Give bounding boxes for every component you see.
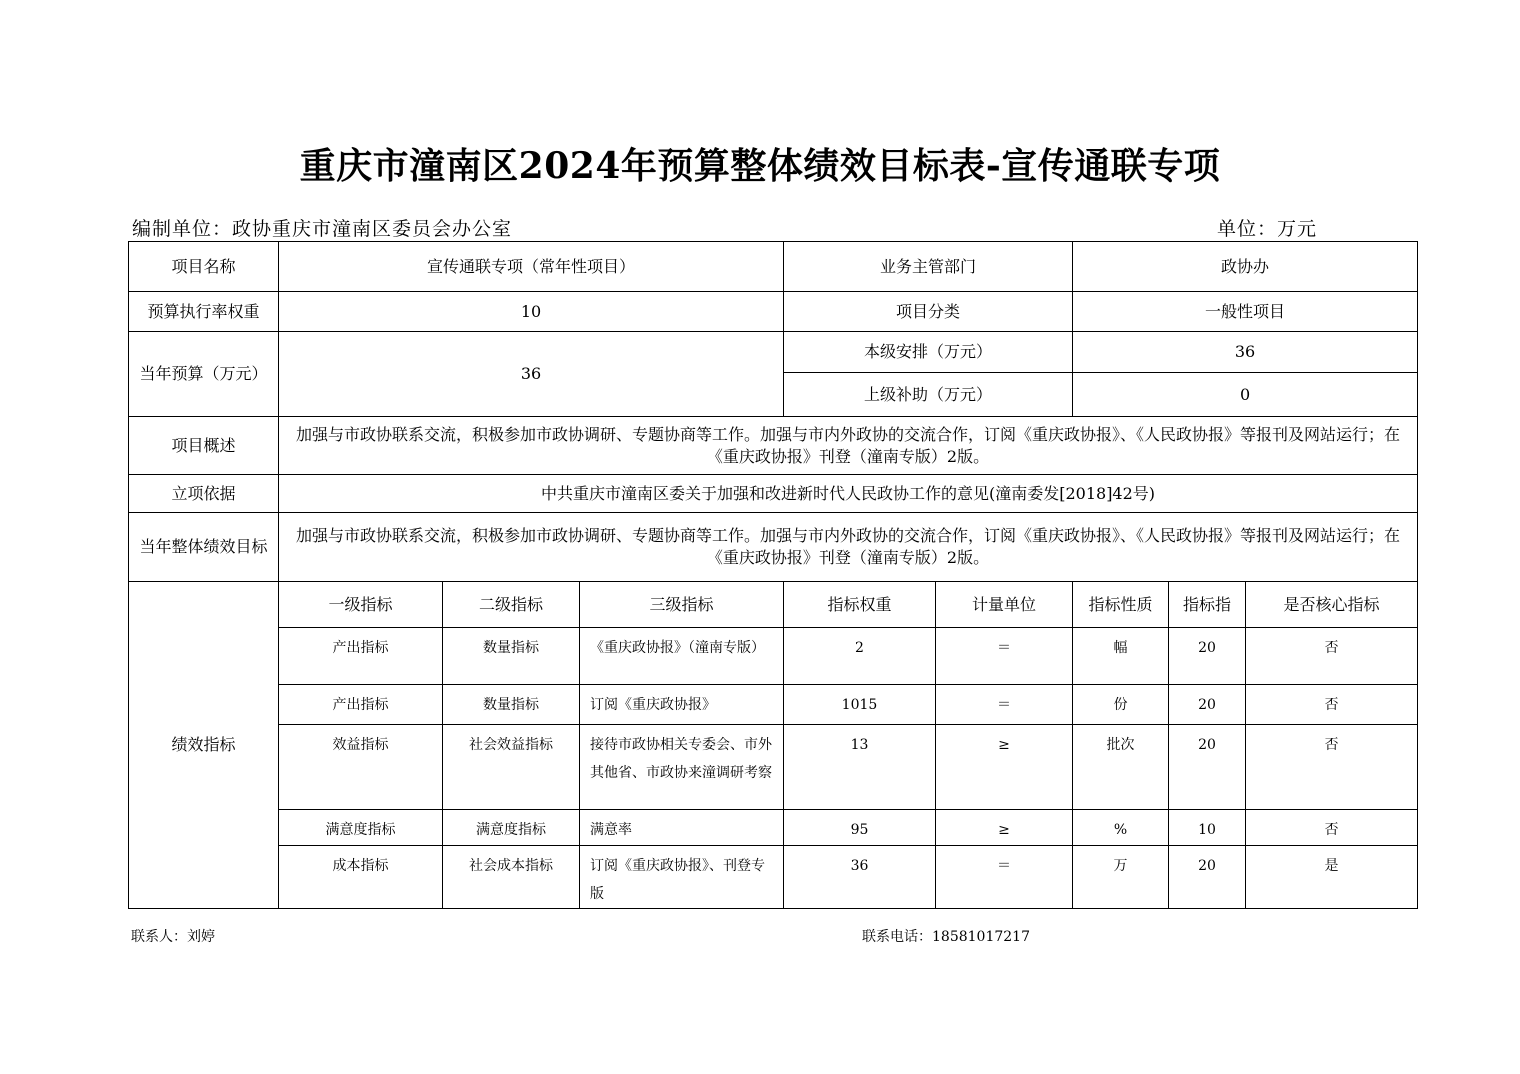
dept-value: 政协办 [1073,242,1418,292]
header-level1: 一级指标 [279,582,443,628]
goal-label: 当年整体绩效目标 [129,513,279,582]
subsidy-label: 上级补助（万元） [784,373,1073,417]
cell-level1: 成本指标 [279,846,443,909]
org-line: 编制单位：政协重庆市潼南区委员会办公室 [132,218,513,240]
cell-value: 20 [1169,725,1246,810]
cell-nature: % [1073,810,1169,846]
cell-level2: 社会效益指标 [443,725,580,810]
cell-level3: 订阅《重庆政协报》、刊登专版 [580,846,784,909]
category-label: 项目分类 [784,292,1073,332]
weight-value: 10 [279,292,784,332]
project-name-value: 宣传通联专项（常年性项目） [279,242,784,292]
header-unit: 计量单位 [936,582,1073,628]
performance-table [128,241,1418,909]
cell-weight: 36 [784,846,936,909]
contact-person: 联系人：刘婷 [131,929,215,945]
basis-label: 立项依据 [129,475,279,513]
basis-value: 中共重庆市潼南区委关于加强和改进新时代人民政协工作的意见(潼南委发[2018]42号) [279,475,1418,513]
cell-weight: 1015 [784,685,936,725]
cell-level3: 订阅《重庆政协报》 [580,685,784,725]
cell-weight: 2 [784,628,936,685]
header-level3: 三级指标 [580,582,784,628]
overview-value: 加强与市政协联系交流，积极参加市政协调研、专题协商等工作。加强与市内外政协的交流合作，订阅《重庆政协报》、《人民政协报》等报刊及网站运行；在《重庆政协报》刊登（潼南专版）2版。 [279,417,1418,475]
cell-level2: 社会成本指标 [443,846,580,909]
cell-level3: 《重庆政协报》（潼南专版） [580,628,784,685]
budget-value: 36 [279,332,784,417]
cell-nature: 万 [1073,846,1169,909]
cell-nature: 批次 [1073,725,1169,810]
cell-weight: 13 [784,725,936,810]
cell-core: 否 [1246,685,1418,725]
budget-label: 当年预算（万元） [129,332,279,417]
cell-core: 否 [1246,810,1418,846]
cell-level1: 产出指标 [279,628,443,685]
table-row [129,810,1418,846]
table-row [129,846,1418,909]
cell-unit: ≥ [936,810,1073,846]
cell-weight: 95 [784,810,936,846]
cell-level2: 数量指标 [443,628,580,685]
local-label: 本级安排（万元） [784,332,1073,373]
cell-value: 20 [1169,846,1246,909]
header-core: 是否核心指标 [1246,582,1418,628]
table-row [129,628,1418,685]
cell-core: 是 [1246,846,1418,909]
cell-nature: 幅 [1073,628,1169,685]
cell-level2: 满意度指标 [443,810,580,846]
header-weight: 指标权重 [784,582,936,628]
cell-level1: 产出指标 [279,685,443,725]
cell-value: 20 [1169,685,1246,725]
cell-value: 10 [1169,810,1246,846]
category-value: 一般性项目 [1073,292,1418,332]
cell-level1: 效益指标 [279,725,443,810]
page-title: 重庆市潼南区2024年预算整体绩效目标表-宣传通联专项 [299,145,1221,187]
cell-level3: 满意率 [580,810,784,846]
table-row [129,685,1418,725]
dept-label: 业务主管部门 [784,242,1073,292]
weight-label: 预算执行率权重 [129,292,279,332]
cell-nature: 份 [1073,685,1169,725]
table-row [129,725,1418,810]
cell-core: 否 [1246,628,1418,685]
cell-core: 否 [1246,725,1418,810]
project-name-label: 项目名称 [129,242,279,292]
cell-level2: 数量指标 [443,685,580,725]
cell-level1: 满意度指标 [279,810,443,846]
header-value: 指标指 [1169,582,1246,628]
cell-value: 20 [1169,628,1246,685]
subsidy-value: 0 [1073,373,1418,417]
cell-unit: ＝ [936,685,1073,725]
cell-unit: ＝ [936,846,1073,909]
contact-phone: 联系电话：18581017217 [862,929,1030,945]
cell-level3: 接待市政协相关专委会、市外其他省、市政协来潼调研考察 [580,725,784,810]
overview-label: 项目概述 [129,417,279,475]
header-level2: 二级指标 [443,582,580,628]
cell-unit: ＝ [936,628,1073,685]
local-value: 36 [1073,332,1418,373]
indicators-section-label: 绩效指标 [129,582,279,909]
unit-line: 单位：万元 [1217,218,1318,240]
header-nature: 指标性质 [1073,582,1169,628]
cell-unit: ≥ [936,725,1073,810]
goal-value: 加强与市政协联系交流，积极参加市政协调研、专题协商等工作。加强与市内外政协的交流合作，订阅《重庆政协报》、《人民政协报》等报刊及网站运行；在《重庆政协报》刊登（潼南专版）2版。 [279,513,1418,582]
